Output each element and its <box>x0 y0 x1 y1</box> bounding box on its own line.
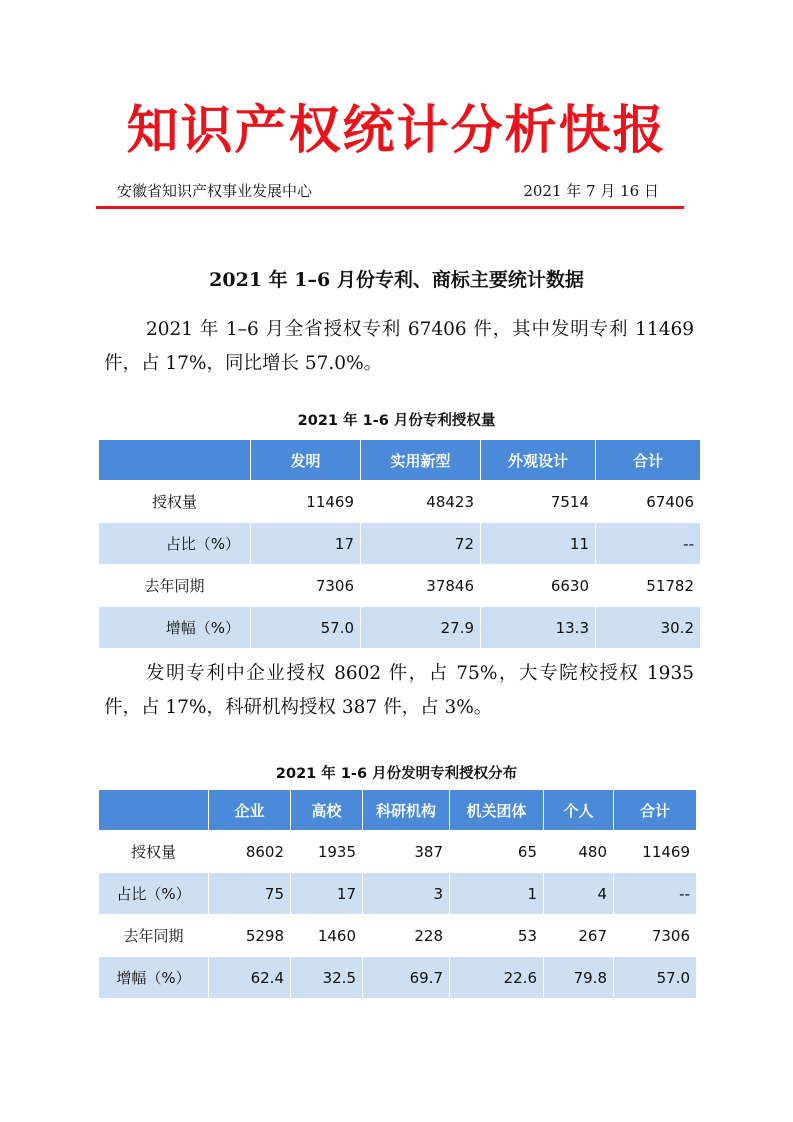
table-cell: 6630 <box>481 565 596 607</box>
table-cell: 8602 <box>209 831 291 873</box>
issuing-organization: 安徽省知识产权事业发展中心 <box>117 182 313 200</box>
table-cell: 27.9 <box>361 607 481 649</box>
table-cell: 57.0 <box>251 607 361 649</box>
row-label: 增幅（%） <box>99 607 251 649</box>
table-cell: 228 <box>363 915 450 957</box>
header-cell <box>99 440 251 481</box>
table-cell: -- <box>596 523 701 565</box>
table-cell: 30.2 <box>596 607 701 649</box>
header-cell: 外观设计 <box>481 440 596 481</box>
table-cell: 17 <box>251 523 361 565</box>
table-cell: 387 <box>363 831 450 873</box>
paragraph-patent-summary: 2021 年 1–6 月全省授权专利 67406 件，其中发明专利 11469 件，占 17%，同比增长 57.0%。 <box>104 319 694 374</box>
table-cell: 57.0 <box>614 957 697 999</box>
table-row <box>99 607 701 649</box>
table-cell: 11469 <box>614 831 697 873</box>
header-cell: 合计 <box>596 440 701 481</box>
table-cell: 480 <box>544 831 614 873</box>
table-cell: 3 <box>363 873 450 915</box>
table-row <box>99 831 697 873</box>
table-cell: 22.6 <box>450 957 544 999</box>
invention-patent-distribution-table <box>98 789 697 999</box>
table-cell: 1460 <box>291 915 363 957</box>
table-cell: 7514 <box>481 481 596 523</box>
table-cell: 69.7 <box>363 957 450 999</box>
header-cell <box>99 790 209 831</box>
header-cell: 机关团体 <box>450 790 544 831</box>
masthead-title: 知识产权统计分析快报 <box>126 101 667 161</box>
table-cell: 48423 <box>361 481 481 523</box>
header-cell: 高校 <box>291 790 363 831</box>
row-label: 增幅（%） <box>99 957 209 999</box>
table-cell: 32.5 <box>291 957 363 999</box>
row-label: 去年同期 <box>99 565 251 607</box>
header-cell: 企业 <box>209 790 291 831</box>
table-row <box>99 915 697 957</box>
table-cell: 75 <box>209 873 291 915</box>
table-cell: 67406 <box>596 481 701 523</box>
table-cell: 13.3 <box>481 607 596 649</box>
row-label: 授权量 <box>99 831 209 873</box>
table-cell: 72 <box>361 523 481 565</box>
row-label: 占比（%） <box>99 873 209 915</box>
table-cell: 5298 <box>209 915 291 957</box>
issue-date: 2021 年 7 月 16 日 <box>523 182 659 200</box>
table-cell: 267 <box>544 915 614 957</box>
table-cell: 17 <box>291 873 363 915</box>
header-cell: 科研机构 <box>363 790 450 831</box>
document-title: 2021 年 1–6 月份专利、商标主要统计数据 <box>209 269 584 291</box>
table-header-row <box>99 440 701 481</box>
header-rule <box>96 206 684 209</box>
table-cell: 4 <box>544 873 614 915</box>
table-cell: 65 <box>450 831 544 873</box>
table-row <box>99 523 701 565</box>
patent-grant-table <box>98 439 701 649</box>
table-row <box>99 957 697 999</box>
table-cell: 11 <box>481 523 596 565</box>
table-cell: -- <box>614 873 697 915</box>
table-cell: 7306 <box>614 915 697 957</box>
table-cell: 1 <box>450 873 544 915</box>
table-cell: 7306 <box>251 565 361 607</box>
table-row <box>99 565 701 607</box>
table-cell: 1935 <box>291 831 363 873</box>
paragraph-invention-breakdown: 发明专利中企业授权 8602 件，占 75%，大专院校授权 1935 件，占 17%，科研机构授权 387 件，占 3%。 <box>104 663 694 718</box>
header-cell: 合计 <box>614 790 697 831</box>
table-header-row <box>99 790 697 831</box>
header-cell: 发明 <box>251 440 361 481</box>
table-row <box>99 481 701 523</box>
row-label: 授权量 <box>99 481 251 523</box>
table-cell: 79.8 <box>544 957 614 999</box>
table-cell: 51782 <box>596 565 701 607</box>
table-cell: 37846 <box>361 565 481 607</box>
row-label: 去年同期 <box>99 915 209 957</box>
header-cell: 个人 <box>544 790 614 831</box>
header-cell: 实用新型 <box>361 440 481 481</box>
row-label: 占比（%） <box>99 523 251 565</box>
table-cell: 62.4 <box>209 957 291 999</box>
table-cell: 53 <box>450 915 544 957</box>
table-cell: 11469 <box>251 481 361 523</box>
table-row <box>99 873 697 915</box>
table1-caption: 2021 年 1-6 月份专利授权量 <box>297 413 496 429</box>
table2-caption: 2021 年 1-6 月份发明专利授权分布 <box>275 766 518 782</box>
